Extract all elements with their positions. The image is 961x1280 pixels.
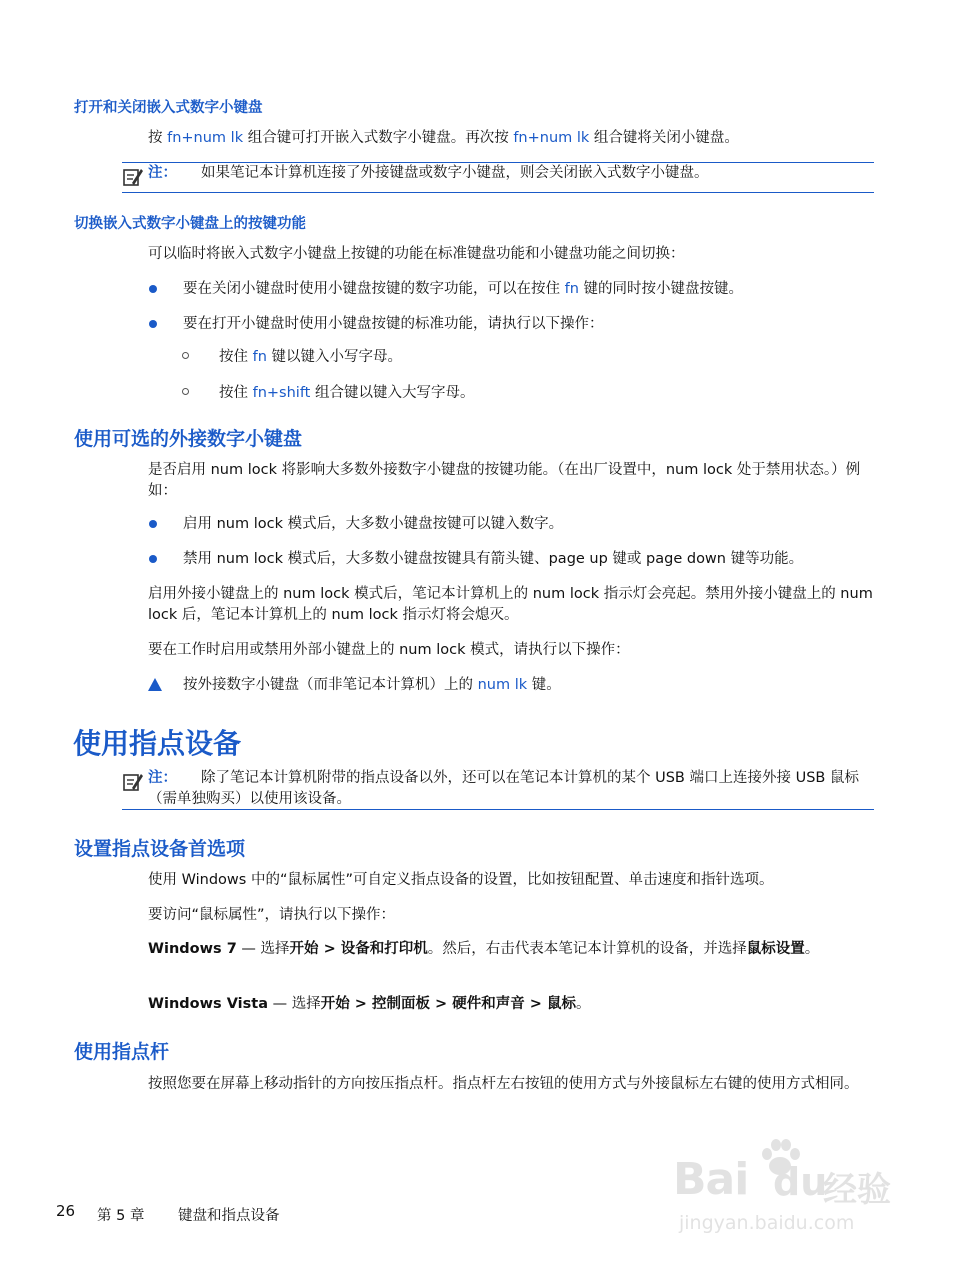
note-icon xyxy=(122,166,144,188)
note-icon xyxy=(122,771,144,793)
watermark-url: jingyan.baidu.com xyxy=(679,1212,855,1234)
bullet-icon xyxy=(148,550,158,560)
paragraph: 要访问“鼠标属性”，请执行以下操作： xyxy=(148,907,396,923)
watermark-brand-du: du xyxy=(773,1160,828,1204)
bullet-icon xyxy=(148,515,158,525)
key-label: fn+num lk xyxy=(167,130,244,146)
list-item: 要在关闭小键盘时使用小键盘按键的数字功能，可以在按住 fn 键的同时按小键盘按键。 xyxy=(183,281,744,297)
list-item: 禁用 num lock 模式后，大多数小键盘按键具有箭头键、page up 键或 page down 键等功能。 xyxy=(183,551,804,567)
section-heading: 设置指点设备首选项 xyxy=(74,838,246,860)
note-box xyxy=(122,162,874,193)
footer-chapter: 第 5 章 xyxy=(97,1208,145,1224)
chapter-heading: 使用指点设备 xyxy=(73,727,242,760)
watermark-brand: Bai xyxy=(673,1154,749,1205)
paragraph: 启用外接小键盘上的 num lock 模式后，笔记本计算机上的 num lock 指示灯会亮起。禁用外接小键盘上的 num lock 后，笔记本计算机上的 num lock 指示灯将会熄灭。 xyxy=(148,586,873,623)
sub-bullet-icon xyxy=(182,352,189,359)
section-heading: 使用可选的外接数字小键盘 xyxy=(74,428,303,450)
key-label: num lk xyxy=(477,677,528,693)
bullet-icon xyxy=(148,315,158,325)
step-item: 按外接数字小键盘（而非笔记本计算机）上的 num lk 键。 xyxy=(183,677,561,693)
note-label: 注： xyxy=(148,770,177,786)
instruction-windows-vista: Windows Vista — 选择开始 > 控制面板 > 硬件和声音 > 鼠标。 xyxy=(148,996,591,1012)
section-heading: 打开和关闭嵌入式数字小键盘 xyxy=(74,100,263,116)
note-label: 注： xyxy=(148,165,177,181)
watermark-cn: 经验 xyxy=(823,1170,891,1210)
paragraph: 按 fn+num lk 组合键可打开嵌入式数字小键盘。再次按 fn+num lk 组合键将关闭小键盘。 xyxy=(148,130,739,146)
key-label: fn+shift xyxy=(252,385,311,401)
note-text: 除了笔记本计算机附带的指点设备以外，还可以在笔记本计算机的某个 USB 端口上连接外接 USB 鼠标（需单独购买）以使用该设备。 xyxy=(148,770,859,807)
paragraph: 可以临时将嵌入式数字小键盘上按键的功能在标准键盘功能和小键盘功能之间切换： xyxy=(148,246,685,262)
note-box xyxy=(122,768,874,810)
paragraph: 是否启用 num lock 将影响大多数外接数字小键盘的按键功能。（在出厂设置中，num lock 处于禁用状态。）例如： xyxy=(148,462,861,499)
section-heading: 使用指点杆 xyxy=(74,1041,170,1063)
key-label: fn xyxy=(564,281,579,297)
list-item: 启用 num lock 模式后，大多数小键盘按键可以键入数字。 xyxy=(183,516,564,532)
bullet-icon xyxy=(148,280,158,290)
sub-list-item: 按住 fn 键以键入小写字母。 xyxy=(219,349,403,365)
section-heading: 切换嵌入式数字小键盘上的按键功能 xyxy=(74,216,306,232)
note-text: 如果笔记本计算机连接了外接键盘或数字小键盘，则会关闭嵌入式数字小键盘。 xyxy=(201,165,709,181)
step-triangle-icon xyxy=(148,678,162,691)
baidu-watermark xyxy=(673,1134,903,1244)
paragraph: 按照您要在屏幕上移动指针的方向按压指点杆。指点杆左右按钮的使用方式与外接鼠标左右键的使用方式相同。 xyxy=(148,1076,859,1092)
sub-list-item: 按住 fn+shift 组合键以键入大写字母。 xyxy=(219,385,475,401)
instruction-windows7: Windows 7 — 选择开始 > 设备和打印机。然后，右击代表本笔记本计算机的设备，并选择鼠标设置。 xyxy=(148,941,820,957)
sub-bullet-icon xyxy=(182,388,189,395)
paragraph: 使用 Windows 中的“鼠标属性”可自定义指点设备的设置，比如按钮配置、单击速度和指针选项。 xyxy=(148,872,774,888)
page-number: 26 xyxy=(56,1202,76,1220)
key-label: fn+num lk xyxy=(513,130,590,146)
paragraph: 要在工作时启用或禁用外部小键盘上的 num lock 模式，请执行以下操作： xyxy=(148,642,630,658)
key-label: fn xyxy=(252,349,267,365)
footer-title: 键盘和指点设备 xyxy=(178,1208,280,1224)
list-item: 要在打开小键盘时使用小键盘按键的标准功能，请执行以下操作： xyxy=(183,316,604,332)
